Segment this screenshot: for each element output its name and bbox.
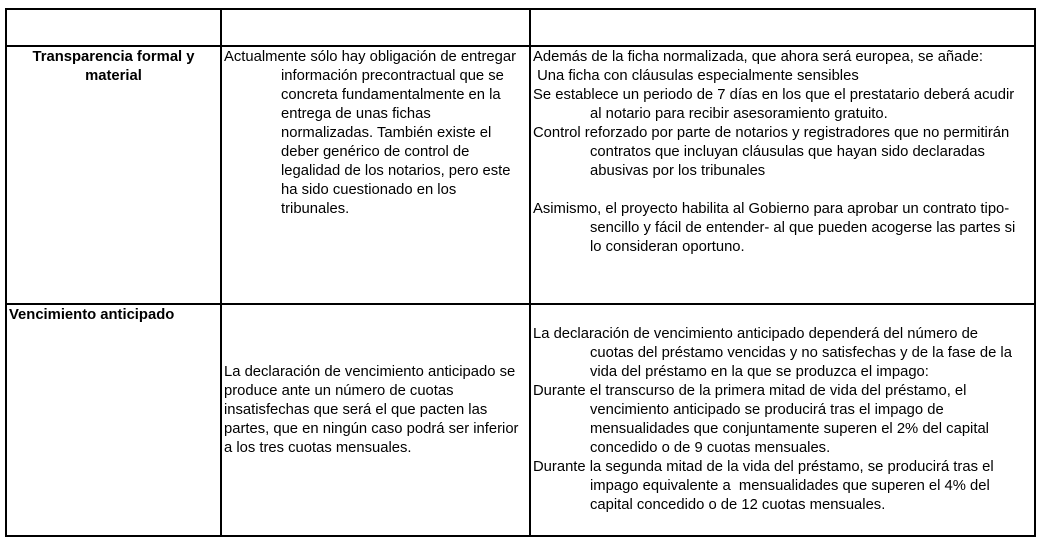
paragraph: Transparencia formal y material xyxy=(32,49,195,84)
paragraph: Se establece un periodo de 7 días en los que el prestatario deberá acudir al notario para recibir asesoramiento gratuito. xyxy=(533,87,1015,122)
paragraph: Además de la ficha normalizada, que ahora será europea, se añade: xyxy=(533,49,983,65)
cell-vencimiento-new xyxy=(530,304,1035,536)
cell-transparencia-label xyxy=(6,46,221,304)
row-vencimiento xyxy=(6,304,1035,536)
header-cell-new-regime xyxy=(530,9,1035,46)
paragraph: Una ficha con cláusulas especialmente sensibles xyxy=(533,68,859,84)
header-cell-topic xyxy=(6,9,221,46)
blank-line xyxy=(533,306,1032,325)
cell-transparencia-current xyxy=(221,46,530,304)
paragraph: Vencimiento anticipado xyxy=(9,307,175,323)
paragraph: Actualmente sólo hay obligación de entregar información precontractual que se concreta fundamentalmente en la entrega de unas fichas normalizadas. También existe el deber genérico de control de legalidad de los notarios, pero este ha sido cuestionado en los tribunales. xyxy=(224,49,517,217)
blank-line xyxy=(224,306,527,325)
blank-line xyxy=(224,325,527,344)
comparison-table xyxy=(5,8,1036,537)
blank-line xyxy=(224,344,527,363)
header-cell-current-regime xyxy=(221,9,530,46)
header-row xyxy=(6,9,1035,46)
paragraph: La declaración de vencimiento anticipado se produce ante un número de cuotas insatisfechas que será el que pacten las partes, que en ningún caso podrá ser inferior a los tres cuotas mensuales. xyxy=(224,364,519,456)
paragraph: Durante el transcurso de la primera mitad de vida del préstamo, el vencimiento anticipado se producirá tras el impago de mensualidades que conjuntamente superen el 2% del capital concedido o de 9 cuotas mensuales. xyxy=(533,383,989,456)
cell-vencimiento-label xyxy=(6,304,221,536)
cell-vencimiento-current xyxy=(221,304,530,536)
cell-transparencia-new xyxy=(530,46,1035,304)
blank-line xyxy=(533,181,1032,200)
paragraph: Durante la segunda mitad de la vida del préstamo, se producirá tras el impago equivalente a mensualidades que superen el 4% del capital concedido o de 12 cuotas mensuales. xyxy=(533,459,994,513)
paragraph: La declaración de vencimiento anticipado dependerá del número de cuotas del préstamo vencidas y no satisfechas y de la fase de la vida del préstamo en la que se produzca el impago: xyxy=(533,326,1012,380)
paragraph: Asimismo, el proyecto habilita al Gobierno para aprobar un contrato tipo- sencillo y fácil de entender- al que pueden acogerse las partes si lo consideran oportuno. xyxy=(533,201,1016,255)
row-transparencia xyxy=(6,46,1035,304)
paragraph: Control reforzado por parte de notarios y registradores que no permitirán contratos que incluyan cláusulas que hayan sido declaradas abusivas por los tribunales xyxy=(533,125,1010,179)
